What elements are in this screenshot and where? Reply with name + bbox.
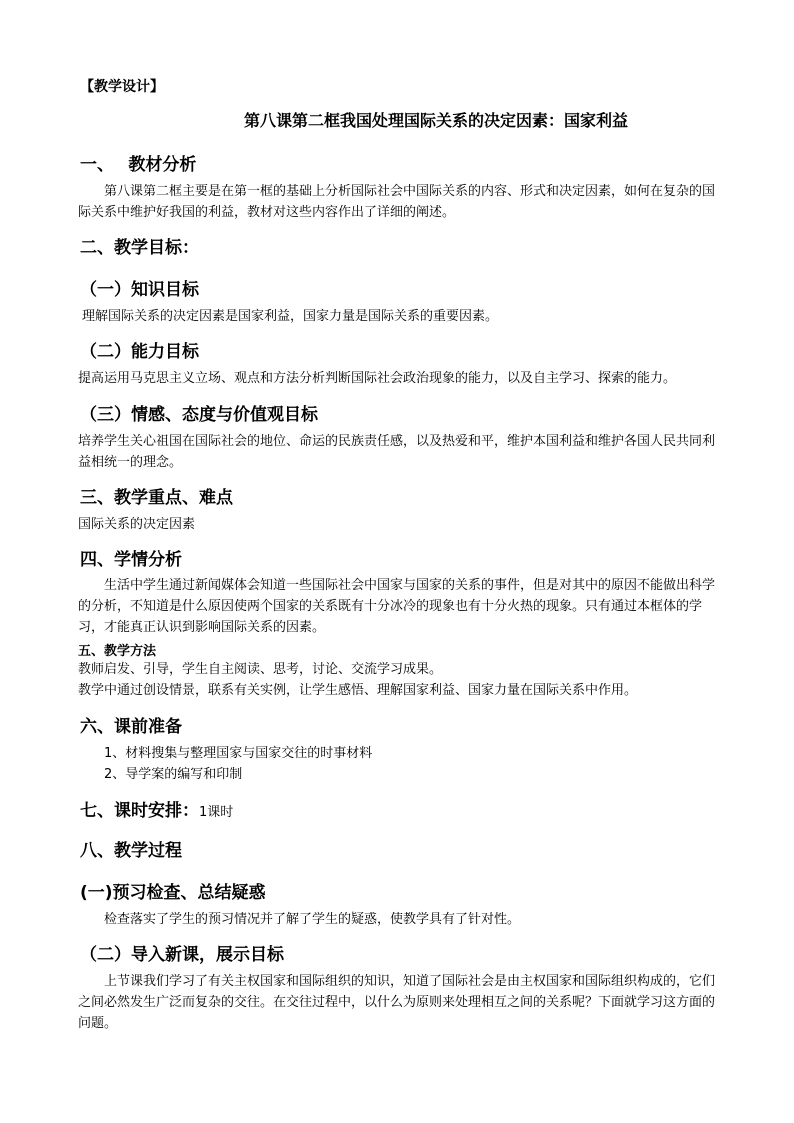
emotion-goal-body: 培养学生关心祖国在国际社会的地位、命运的民族责任感，以及热爱和平，维护本国利益和维护各国人民共同利益相统一的理念。: [78, 434, 716, 470]
schedule-value: 1课时: [199, 805, 234, 820]
textbook-analysis-body: 第八课第二框主要是在第一框的基础上分析国际社会中国际关系的内容、形式和决定因素，如何在复杂的国际关系中维护好我国的利益，教材对这些内容作出了详细的阐述。: [78, 184, 716, 220]
teaching-methods-line-1: 教师启发、引导，学生自主阅读、思考，讨论、交流学习成果。: [78, 662, 443, 677]
teaching-methods-line-2: 教学中通过创设情景，联系有关实例，让学生感悟、理解国家利益、国家力量在国际关系中作用。: [78, 683, 638, 698]
schedule-label: 七、课时安排：: [80, 801, 199, 821]
subheading-preview-check: (一)预习检查、总结疑惑: [80, 883, 266, 903]
section-heading-schedule: [80, 796, 233, 821]
ability-goal-body: 提高运用马克思主义立场、观点和方法分析判断国际社会政治现象的能力，以及自主学习、探索的能力。: [78, 371, 677, 386]
preparation-item-1: 1、材料搜集与整理国家与国家交往的时事材料: [104, 746, 373, 761]
section-heading-teaching-process: 八、教学过程: [80, 841, 182, 861]
section-heading-teaching-methods: 五、教学方法: [78, 644, 157, 659]
subheading-introduce-lesson: （二）导入新课，展示目标: [80, 945, 284, 965]
introduce-lesson-body: 上节课我们学习了有关主权国家和国际组织的知识，知道了国际社会是由主权国家和国际组织构成的，它们之间必然发生广泛而复杂的交往。在交往过程中，以什么为原则来处理相互之间的关系呢？下面就学习这方面的问题。: [78, 974, 716, 1031]
student-analysis-body: 生活中学生通过新闻媒体会知道一些国际社会中国家与国家的关系的事件，但是对其中的原因不能做出科学的分析，不知道是什么原因使两个国家的关系既有十分冰冷的现象也有十分火热的现象。只有通过本框体的学习，才能真正认识到影响国际关系的因素。: [78, 578, 716, 635]
subheading-emotion-goal: （三）情感、态度与价值观目标: [80, 405, 318, 425]
preview-check-body: 检查落实了学生的预习情况并了解了学生的疑惑，使教学具有了针对性。: [104, 912, 521, 927]
section-heading-textbook-analysis: 一、 教材分析: [80, 155, 197, 175]
preparation-item-2: 2、导学案的编写和印制: [104, 767, 243, 782]
doc-title: 第八课第二框我国处理国际关系的决定因素：国家利益: [244, 111, 629, 130]
knowledge-goal-body: 理解国际关系的决定因素是国家利益，国家力量是国际关系的重要因素。: [82, 309, 499, 324]
section-heading-key-points: 三、教学重点、难点: [80, 488, 233, 508]
subheading-knowledge-goal: （一）知识目标: [80, 280, 199, 300]
subheading-ability-goal: （二）能力目标: [80, 342, 199, 362]
key-points-body: 国际关系的决定因素: [78, 517, 196, 532]
section-heading-student-analysis: 四、学情分析: [80, 550, 182, 570]
doc-tag: 【教学设计】: [80, 79, 164, 95]
section-heading-preparation: 六、课前准备: [80, 717, 182, 737]
section-heading-teaching-goals: 二、教学目标：: [80, 238, 199, 258]
